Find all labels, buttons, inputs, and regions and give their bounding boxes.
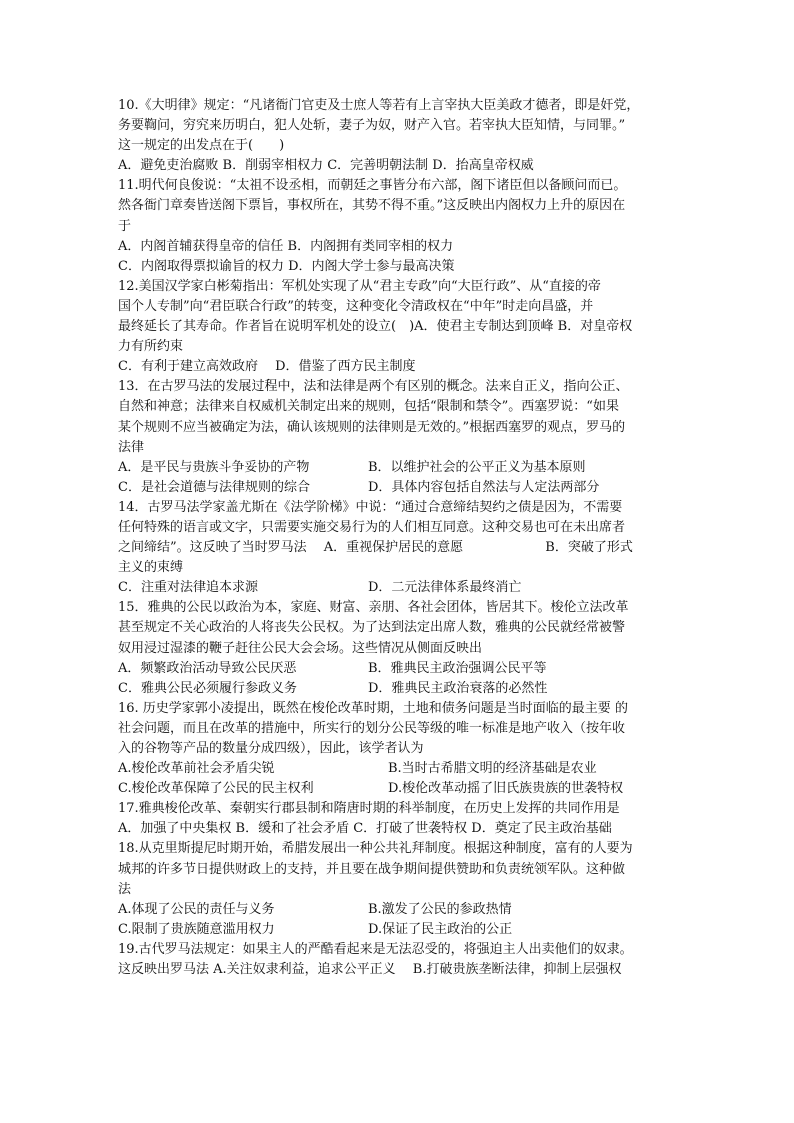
text-line: 最终延长了其寿命。作者旨在说明军机处的设立( )A．使君主专制达到顶峰 B．对皇帝权	[118, 319, 633, 335]
option-text: D．二元法律体系最终消亡	[368, 580, 522, 596]
text-line: 这反映出罗马法 A.关注奴隶利益，追求公平正义 B.打破贵族垄断法律，抑制上层强权	[118, 962, 622, 978]
option-text: A．频繁政治活动导致公民厌恶	[118, 660, 297, 676]
text-line: 17.雅典梭伦改革、秦朝实行郡县制和隋唐时期的科举制度，在历史上发挥的共同作用是	[118, 801, 620, 817]
text-line: 甚至规定不关心政治的人将丧失公民权。为了达到法定出席人数，雅典的公民就经常被警	[118, 620, 626, 636]
text-line: 15．雅典的公民以政治为本，家庭、财富、亲朋、各社会团体，皆居其下。梭伦立法改革	[118, 600, 629, 616]
text-line: 城邦的许多节日提供财政上的支持，并且要在战争期间提供赞助和负责统领军队。这种做	[118, 861, 626, 877]
text-line: 社会问题，而且在改革的措施中，所实行的划分公民等级的唯一标准是地产收入（按年收	[118, 720, 626, 736]
option-text: C．注重对法律追本求源	[118, 580, 258, 596]
text-line: 入的谷物等产品的数量分成四级），因此，该学者认为	[118, 741, 424, 756]
option-text: A.体现了公民的责任与义务	[118, 901, 275, 917]
option-row	[118, 659, 678, 679]
text-line: 10.《大明律》规定：“凡诸衙门官吏及士庶人等若有上言宰执大臣美政才德者，即是奸党，	[118, 98, 640, 113]
text-line: 然各衙门章奏皆送阁下票旨，事权所在，其势不得不重。”这反映出内阁权力上升的原因在	[118, 198, 626, 214]
text-line: 奴用浸过湿漆的鞭子赶往公民大会会场。这些情况从侧面反映出	[118, 640, 483, 656]
option-text: B.当时古希腊文明的经济基础是农业	[388, 761, 597, 777]
text-line: 务要鞫问，穷究来历明白，犯人处斩，妻子为奴，财产入官。若宰执大臣知情，与同罪。”	[118, 118, 626, 134]
text-line: A．避免吏治腐败 B．削弱宰相权力 C．完善明朝法制 D．抬高皇帝权威	[118, 158, 534, 174]
document-body	[118, 96, 678, 980]
text-line: 之间缔结”。这反映了当时罗马法 A．重视保护居民的意愿 B．突破了形式	[118, 540, 633, 556]
text-line: 国个人专制”向“君臣联合行政”的转变，这种变化令清政权在“中年”时走向昌盛，并	[118, 298, 594, 314]
text-line: C．有利于建立高效政府 D．借鉴了西方民主制度	[118, 359, 416, 375]
option-text: C.限制了贵族随意滥用权力	[118, 921, 275, 937]
option-text: D.梭伦改革动摇了旧氏族贵族的世袭特权	[388, 781, 624, 797]
option-row	[118, 920, 678, 940]
text-line: C．内阁取得票拟谕旨的权力 D．内阁大学士参与最高决策	[118, 258, 455, 274]
option-text: D．具体内容包括自然法与人定法两部分	[368, 479, 600, 495]
text-line: 某个规则不应当被确定为法，确认该规则的法律则是无效的。”根据西塞罗的观点，罗马的	[118, 419, 626, 435]
option-text: A．是平民与贵族斗争妥协的产物	[118, 459, 310, 475]
text-line: 16. 历史学家郭小凌提出，既然在梭伦改革时期，土地和债务问题是当时面临的最主要 的	[118, 700, 628, 716]
option-text: D.保证了民主政治的公正	[368, 921, 513, 937]
option-row	[118, 478, 678, 498]
text-line: 13．在古罗马法的发展过程中，法和法律是两个有区别的概念。法来自正义，指向公正、	[118, 379, 629, 395]
text-line: 法	[118, 881, 132, 897]
text-line: 12.美国汉学家白彬菊指出：军机处实现了从“君主专政”向“大臣行政”、从“直接的帝	[118, 278, 601, 294]
text-line: 这一规定的出发点在于( )	[118, 138, 285, 154]
text-line: A．内阁首辅获得皇帝的信任 B．内阁拥有类同宰相的权力	[118, 238, 454, 254]
option-text: B.激发了公民的参政热情	[368, 901, 512, 917]
text-line: 自然和神意；法律来自权威机关制定出来的规则，包括“限制和禁令”。西塞罗说：“如果	[118, 399, 619, 415]
text-line: 主义的束缚	[118, 560, 184, 576]
option-text: A.梭伦改革前社会矛盾尖锐	[118, 761, 275, 777]
option-row	[118, 578, 678, 598]
option-text: B．雅典民主政治强调公民平等	[368, 660, 547, 676]
option-text: C．是社会道德与法律规则的综合	[118, 479, 310, 495]
option-text: B．以维护社会的公平正义为基本原则	[368, 459, 586, 475]
text-line: 力有所约束	[118, 339, 184, 355]
option-row	[118, 759, 678, 779]
option-text: C.梭伦改革保障了公民的民主权利	[118, 781, 314, 797]
text-line: 法律	[118, 439, 145, 455]
option-row	[118, 900, 678, 920]
text-line: 19.古代罗马法规定：如果主人的严酷看起来是无法忍受的，将强迫主人出卖他们的奴隶。	[118, 941, 633, 957]
option-text: C．雅典公民必须履行参政义务	[118, 680, 297, 696]
text-line: 11.明代何良俊说：“太祖不设丞相，而朝廷之事皆分布六部，阁下诸臣但以备顾问而已。	[118, 178, 627, 194]
option-row	[118, 779, 678, 799]
text-line: 于	[118, 218, 132, 234]
text-line: 18.从克里斯提尼时期开始，希腊发展出一种公共礼拜制度。根据这种制度，富有的人要为	[118, 841, 633, 857]
option-row	[118, 679, 678, 699]
option-text: D．雅典民主政治衰落的必然性	[368, 680, 548, 696]
text-line: 任何特殊的语言或文字，只需要实施交易行为的人们相互同意。这种交易也可在未出席者	[118, 519, 626, 535]
text-line: 14．古罗马法学家盖尤斯在《法学阶梯》中说：“通过合意缔结契约之债是因为，不需要	[118, 499, 623, 515]
option-row	[118, 458, 678, 478]
text-line: A．加强了中央集权 B．缓和了社会矛盾 C．打破了世袭特权 D．奠定了民主政治基础	[118, 821, 612, 837]
